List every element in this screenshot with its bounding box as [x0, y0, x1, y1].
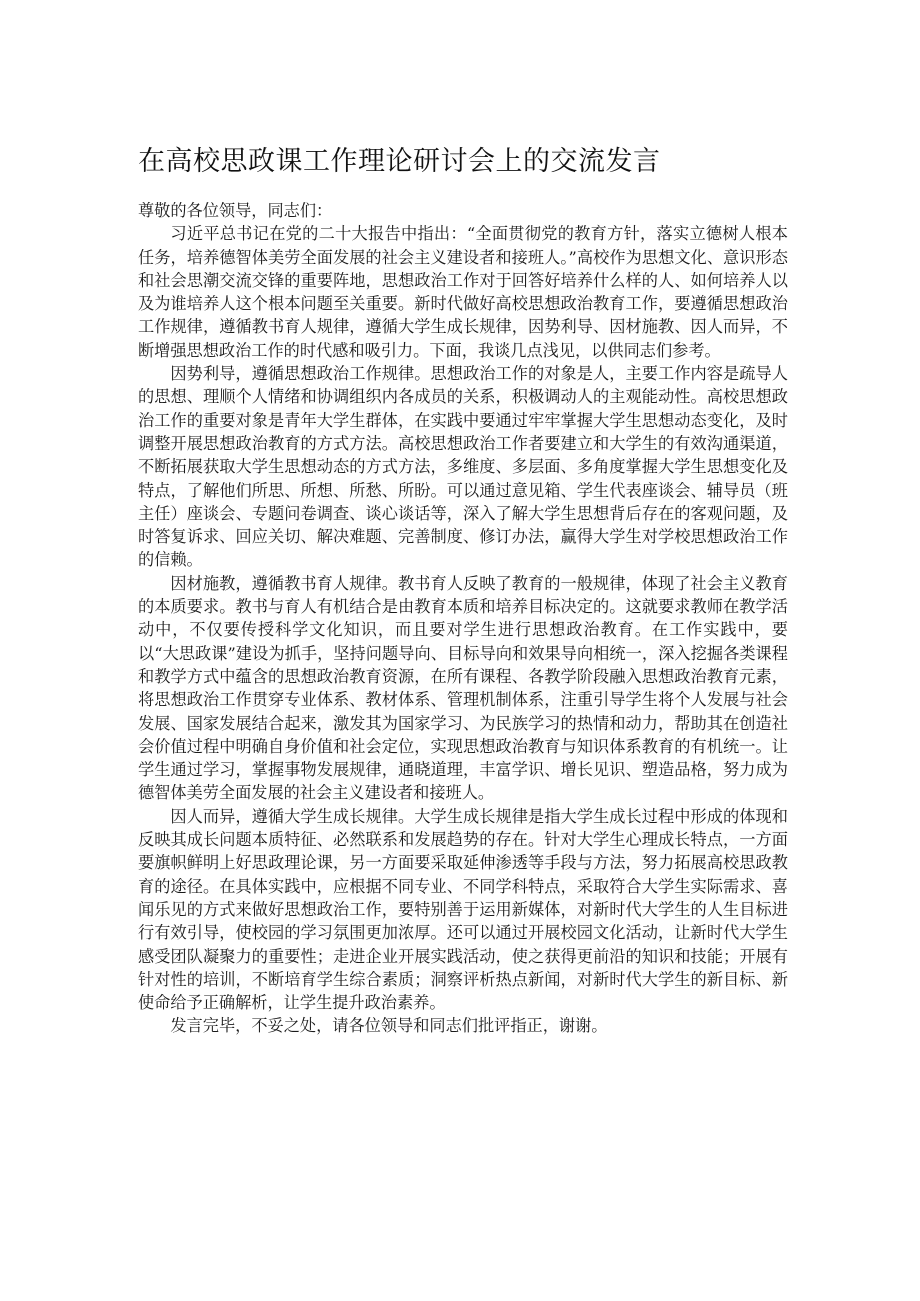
paragraph-teaching: 因材施教，遵循教书育人规律。教书育人反映了教育的一般规律，体现了社会主义教育的本质要求。教书与育人有机结合是由教育本质和培养目标决定的。这就要求教师在教学活动中，不仅要传授科学文化知识，而且要对学生进行思想政治教育。在工作实践中，要以“大思政课”建设为抓手，坚持问题导向、目标导向和效果导向相统一，深入挖掘各类课程和教学方式中蕴含的思想政治教育资源，在所有课程、各教学阶段融入思想政治教育元素，将思想政治工作贯穿专业体系、教材体系、管理机制体系，注重引导学生将个人发展与社会发展、国家发展结合起来，激发其为国家学习、为民族学习的热情和动力，帮助其在创造社会价值过程中明确自身价值和社会定位，实现思想政治教育与知识体系教育的有机统一。让学生通过学习，掌握事物发展规律，通晓道理，丰富学识、增长见识、塑造品格，努力成为德智体美劳全面发展的社会主义建设者和接班人。 — [138, 573, 788, 803]
paragraph-intro: 习近平总书记在党的二十大报告中指出：“全面贯彻党的教育方针，落实立德树人根本任务，培养德智体美劳全面发展的社会主义建设者和接班人。”高校作为思想文化、意识形态和社会思潮交流交锋的重要阵地，思想政治工作对于回答好培养什么样的人、如何培养人以及为谁培养人这个根本问题至关重要。新时代做好高校思想政治教育工作，要遵循思想政治工作规律，遵循教书育人规律，遵循大学生成长规律，因势利导、因材施教、因人而异，不断增强思想政治工作的时代感和吸引力。下面，我谈几点浅见，以供同志们参考。 — [138, 224, 788, 360]
salutation: 尊敬的各位领导，同志们： — [138, 201, 333, 220]
document-title: 在高校思政课工作理论研讨会上的交流发言 — [138, 146, 661, 177]
paragraph-guidance: 因势利导，遵循思想政治工作规律。思想政治工作的对象是人，主要工作内容是疏导人的思想、理顺个人情绪和协调组织内各成员的关系，积极调动人的主观能动性。高校思想政治工作的重要对象是青年大学生群体，在实践中要通过牢牢掌握大学生思想动态变化，及时调整开展思想政治教育的方式方法。高校思想政治工作者要建立和大学生的有效沟通渠道，不断拓展获取大学生思想动态的方式方法，多维度、多层面、多角度掌握大学生思想变化及特点，了解他们所思、所想、所愁、所盼。可以通过意见箱、学生代表座谈会、辅导员（班主任）座谈会、专题问卷调查、谈心谈话等，深入了解大学生思想背后存在的客观问题，及时答复诉求、回应关切、解决难题、完善制度、修订办法，赢得大学生对学校思想政治工作的信赖。 — [138, 364, 788, 570]
document-body — [138, 199, 788, 1038]
paragraph-individual: 因人而异，遵循大学生成长规律。大学生成长规律是指大学生成长过程中形成的体现和反映其成长问题本质特征、必然联系和发展趋势的存在。针对大学生心理成长特点，一方面要旗帜鲜明上好思政理论课，另一方面要采取延伸渗透等手段与方法，努力拓展高校思政教育的途径。在具体实践中，应根据不同专业、不同学科特点，采取符合大学生实际需求、喜闻乐见的方式来做好思想政治工作，要特别善于运用新媒体，对新时代大学生的人生目标进行有效引导，使校园的学习氛围更加浓厚。还可以通过开展校园文化活动，让新时代大学生感受团队凝聚力的重要性；走进企业开展实践活动，使之获得更前沿的知识和技能；开展有针对性的培训，不断培育学生综合素质；洞察评析热点新闻，对新时代大学生的新目标、新使命给予正确解析，让学生提升政治素养。 — [138, 806, 788, 1013]
paragraph-closing: 发言完毕，不妥之处，请各位领导和同志们批评指正，谢谢。 — [170, 1016, 608, 1036]
